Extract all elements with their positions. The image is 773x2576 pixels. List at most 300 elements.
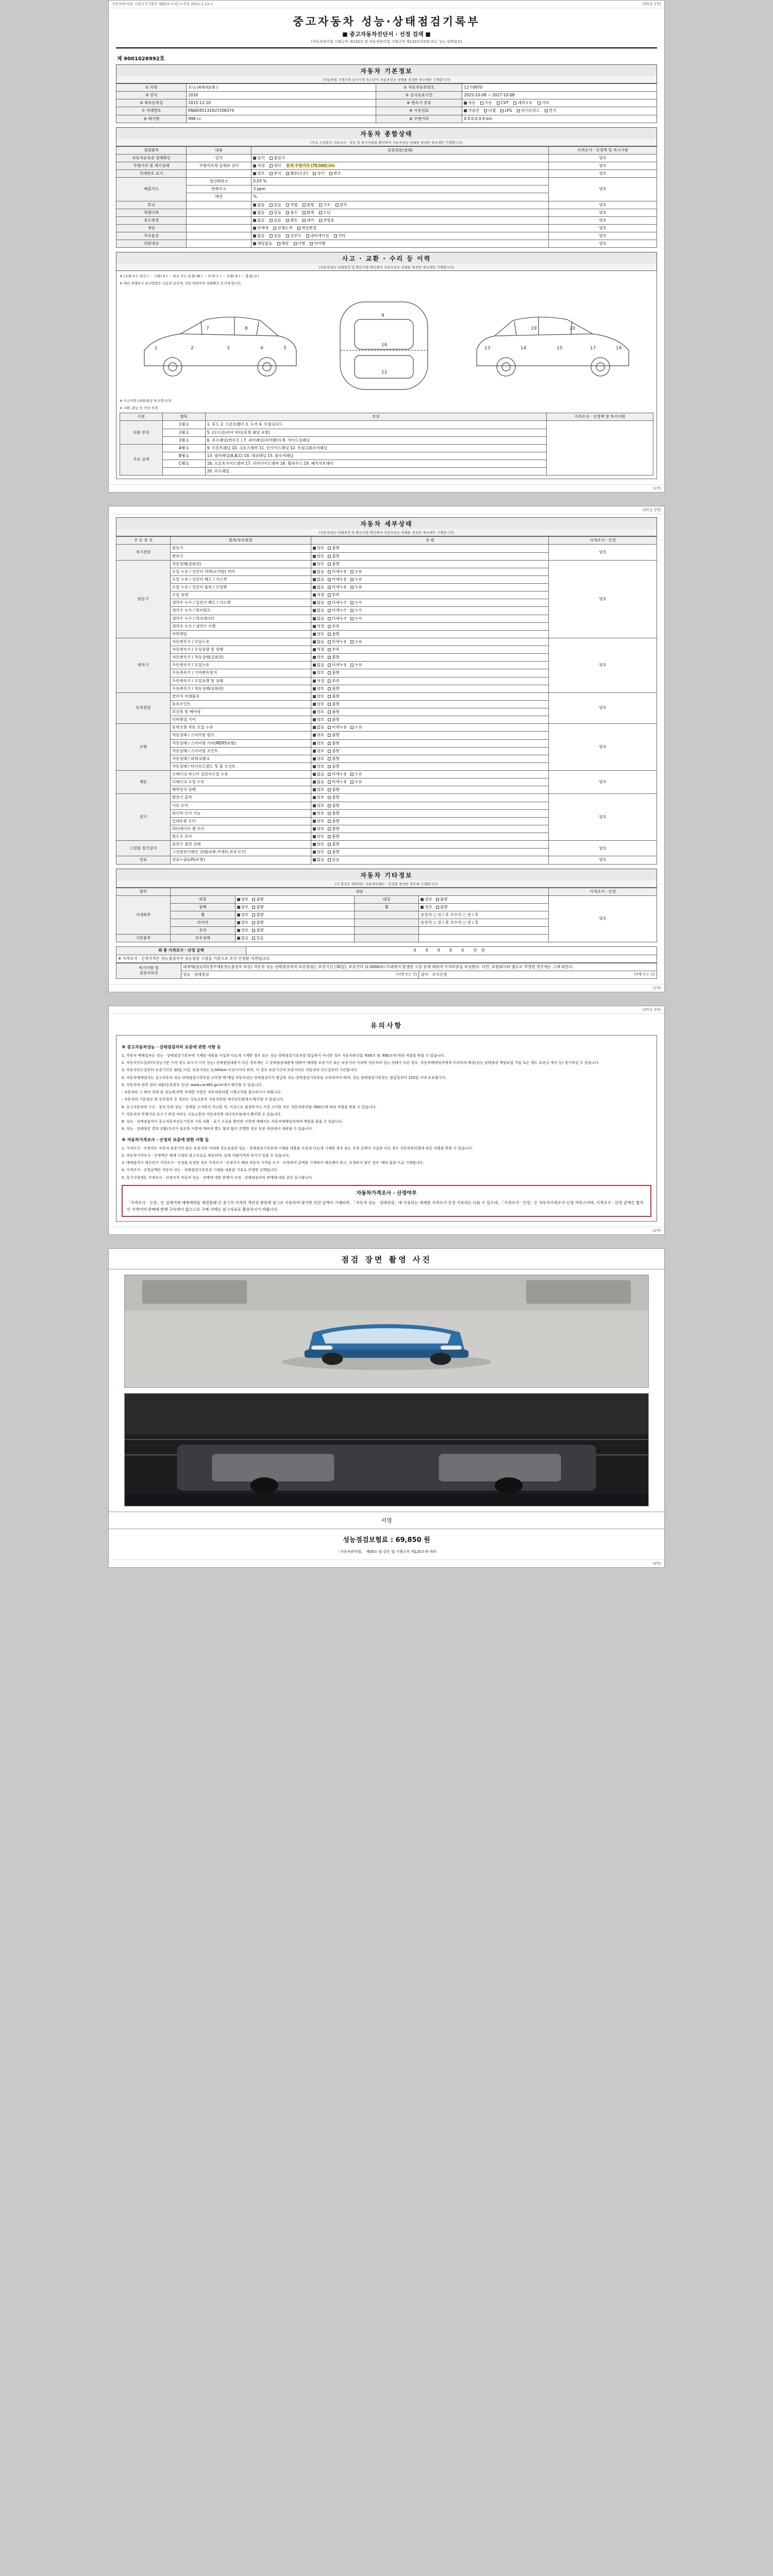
option-first[interactable]	[313, 600, 325, 605]
option-diesel[interactable]: 디젤	[484, 108, 496, 113]
option-option-yes[interactable]: 있음	[270, 233, 281, 239]
checkbox-icon[interactable]	[313, 664, 316, 667]
option-good[interactable]: 양호	[253, 171, 265, 176]
option-first[interactable]	[313, 749, 325, 754]
option-first[interactable]	[313, 569, 325, 574]
option-item[interactable]	[421, 897, 432, 902]
option-label: 불량	[256, 904, 264, 909]
checkbox-icon[interactable]	[350, 617, 354, 620]
option-excess[interactable]: 과다	[270, 163, 281, 168]
option-alt[interactable]	[328, 600, 347, 605]
option-different[interactable]: 상이	[313, 171, 325, 176]
option-recall-done[interactable]: 이행	[294, 241, 306, 246]
row-options	[251, 240, 549, 248]
option-first[interactable]	[313, 679, 325, 684]
checkbox-icon[interactable]	[313, 640, 316, 643]
option-item[interactable]	[436, 905, 448, 910]
option-first[interactable]	[313, 655, 325, 660]
checkbox-icon[interactable]	[313, 788, 316, 791]
option-color-full-repaint[interactable]: 전체도색	[273, 226, 292, 231]
option-tuning-structure[interactable]: 구조	[319, 202, 331, 208]
checkbox-icon[interactable]	[350, 586, 354, 589]
checkbox-icon[interactable]	[313, 680, 316, 683]
option-alt[interactable]	[328, 764, 340, 769]
checkbox-icon[interactable]	[313, 851, 316, 854]
option-first[interactable]	[313, 741, 325, 746]
option-sunroof[interactable]: 선루프	[286, 233, 301, 239]
option-lpg[interactable]: LPG	[500, 108, 512, 113]
row-options	[251, 224, 549, 232]
option-alt[interactable]	[328, 639, 347, 645]
section-overall-note: (주요 구성품의 기록조사 · 성능 및 평가사항을 확인하여 자동차성능·상태를 점검한 경우에만 기재합니다)	[116, 139, 657, 146]
checkbox-icon[interactable]	[350, 726, 354, 729]
option-gasoline[interactable]: 가솔린	[464, 108, 479, 113]
option-alt[interactable]	[328, 562, 340, 567]
part-list[interactable]: 1. 후드 2. 프론트휀더 3. 도어 4. 트렁크리드	[205, 421, 546, 429]
checkbox-icon[interactable]	[252, 898, 255, 901]
checkbox-icon[interactable]	[313, 843, 316, 846]
option-alt[interactable]	[350, 772, 362, 777]
option-alt[interactable]	[328, 803, 340, 808]
option-alt[interactable]	[328, 694, 340, 699]
detail-group-note: 양호	[549, 771, 657, 794]
checkbox-icon[interactable]	[313, 710, 316, 714]
checkbox-icon[interactable]	[313, 563, 316, 566]
option-first[interactable]	[313, 554, 325, 559]
option-alt[interactable]	[328, 826, 340, 832]
checkbox-icon[interactable]	[328, 586, 331, 589]
option-first[interactable]	[313, 663, 325, 668]
option-alt[interactable]	[328, 741, 340, 746]
option-first[interactable]	[313, 608, 325, 613]
option-usechange-yes[interactable]: 있음	[270, 218, 281, 223]
checkbox-icon[interactable]	[328, 703, 331, 706]
checkbox-icon[interactable]	[328, 594, 331, 597]
option-first[interactable]	[313, 624, 325, 629]
checkbox-icon[interactable]	[252, 929, 255, 932]
checkbox-icon[interactable]	[328, 680, 331, 683]
option-alt[interactable]	[328, 749, 340, 754]
option-first[interactable]	[313, 585, 325, 590]
option-theft[interactable]: 도난	[319, 210, 331, 215]
part-rank: A랭크	[162, 444, 205, 452]
checkbox-icon[interactable]	[313, 547, 316, 550]
option-recall-na[interactable]: 해당없음	[253, 241, 272, 246]
checkbox-icon[interactable]	[313, 804, 316, 807]
checkbox-icon[interactable]	[350, 773, 354, 776]
option-label: 없음	[316, 577, 325, 582]
option-alt[interactable]	[328, 616, 347, 621]
checkbox-icon[interactable]	[350, 664, 354, 667]
option-first[interactable]	[313, 842, 325, 847]
option-first[interactable]	[313, 795, 325, 800]
option-mismatch[interactable]: 불일치	[270, 156, 285, 161]
checkbox-icon[interactable]	[313, 695, 316, 698]
option-alt[interactable]	[328, 725, 347, 730]
checkbox-icon[interactable]	[328, 633, 331, 636]
option-item[interactable]	[237, 920, 249, 925]
option-first[interactable]	[313, 850, 325, 855]
col-header: 주 요 장 치	[116, 537, 171, 545]
part-list[interactable]: 6. 루프패널(썬루프 ) 7. 쿼터패널(리어휀더) 8. 사이드실패널	[205, 436, 546, 444]
option-alt[interactable]	[350, 585, 362, 590]
option-first[interactable]	[313, 811, 325, 816]
svg-text:7: 7	[206, 326, 209, 331]
option-alt[interactable]	[328, 592, 340, 598]
option-alt[interactable]	[328, 733, 340, 738]
option-first[interactable]	[313, 717, 325, 722]
checkbox-icon[interactable]	[313, 726, 316, 729]
option-first[interactable]	[313, 709, 325, 715]
option-special-yes[interactable]: 있음	[270, 210, 281, 215]
checkbox-icon[interactable]	[328, 742, 331, 745]
part-list[interactable]: 13. 필러패널(A,B,C) 14. 대쉬패널 15. 플로어패널	[205, 452, 546, 460]
option-etc[interactable]: 기타	[334, 233, 346, 239]
option-alt[interactable]	[328, 772, 347, 777]
checkbox-icon[interactable]	[328, 835, 331, 838]
checkbox-icon[interactable]	[313, 773, 316, 776]
checkbox-icon[interactable]	[313, 742, 316, 745]
checkbox-icon[interactable]	[328, 695, 331, 698]
checkbox-icon[interactable]	[350, 578, 354, 581]
option-first[interactable]	[313, 686, 325, 691]
option-recall-not-done[interactable]: 미이행	[310, 241, 325, 246]
checkbox-icon[interactable]	[313, 765, 316, 768]
option-first[interactable]	[313, 577, 325, 582]
option-hybrid[interactable]: 하이브리드	[517, 108, 540, 113]
option-alt[interactable]	[328, 709, 340, 715]
checkbox-icon[interactable]	[313, 718, 316, 721]
checkbox-icon[interactable]	[328, 648, 331, 651]
option-alt[interactable]	[328, 663, 347, 668]
checkbox-icon[interactable]	[436, 898, 439, 901]
checkbox-icon[interactable]	[328, 726, 331, 729]
option-corrosion[interactable]: 부식	[270, 171, 281, 176]
option-label: 불량	[256, 928, 264, 933]
option-alt[interactable]	[328, 546, 340, 551]
part-list[interactable]: 16. 프론트사이드멤버 17. 리어사이드멤버 18. 휠하우스 19. 패키지트레이	[205, 460, 546, 468]
option-alt[interactable]	[328, 679, 340, 684]
option-label: 양호	[316, 795, 325, 800]
option-alt[interactable]	[328, 779, 347, 785]
option-first[interactable]	[313, 857, 325, 862]
option-alt[interactable]	[350, 600, 362, 605]
option-alt[interactable]	[328, 632, 340, 637]
checkbox-icon[interactable]	[313, 687, 316, 690]
checkbox-icon[interactable]	[313, 625, 316, 628]
car-diagram[interactable]	[120, 289, 653, 397]
checkbox-icon[interactable]	[328, 710, 331, 714]
checkbox-icon[interactable]	[328, 851, 331, 854]
option-alt[interactable]	[328, 647, 340, 652]
option-alt[interactable]	[328, 655, 340, 660]
checkbox-icon[interactable]	[237, 937, 240, 940]
checkbox-icon[interactable]	[328, 781, 331, 784]
option-item[interactable]	[237, 936, 249, 941]
option-alt[interactable]	[350, 639, 362, 645]
option-first[interactable]	[313, 562, 325, 567]
option-first[interactable]	[313, 632, 325, 637]
checkbox-icon[interactable]	[328, 578, 331, 581]
option-first[interactable]	[313, 616, 325, 621]
option-alt[interactable]	[328, 834, 340, 839]
option-first[interactable]	[313, 694, 325, 699]
option-alt[interactable]	[350, 779, 362, 785]
checkbox-icon[interactable]	[313, 827, 316, 831]
option-alt[interactable]	[350, 608, 362, 613]
checkbox-icon[interactable]	[328, 601, 331, 604]
option-alt[interactable]	[328, 819, 340, 824]
checkbox-icon[interactable]	[313, 578, 316, 581]
checkbox-icon[interactable]	[252, 906, 255, 909]
option-flood[interactable]: 침수	[286, 210, 298, 215]
option-lease[interactable]: 대여	[303, 218, 314, 223]
checkbox-icon[interactable]	[313, 555, 316, 558]
part-list[interactable]: 9. 프론트패널 10. 크로스멤버 11. 인사이드패널 12. 트렁크플로어패널	[205, 444, 546, 452]
checkbox-icon[interactable]	[328, 609, 331, 612]
option-altered[interactable]: 변조	[329, 171, 341, 176]
option-alt[interactable]	[328, 577, 347, 582]
option-business[interactable]: 영업용	[319, 218, 334, 223]
option-navigation[interactable]: 내비게이션	[306, 233, 329, 239]
checkbox-icon[interactable]	[328, 796, 331, 799]
option-alt[interactable]	[328, 569, 347, 574]
checkbox-icon[interactable]	[313, 633, 316, 636]
checkbox-icon[interactable]	[313, 609, 316, 612]
checkbox-icon[interactable]	[237, 921, 240, 924]
option-first[interactable]	[313, 819, 325, 824]
checkbox-icon[interactable]	[328, 555, 331, 558]
option-first[interactable]	[313, 670, 325, 675]
checkbox-icon[interactable]	[328, 671, 331, 674]
checkbox-icon[interactable]	[328, 718, 331, 721]
table-row	[116, 99, 657, 107]
option-item[interactable]	[237, 912, 249, 918]
part-list[interactable]: 20. 루프레일	[205, 468, 546, 476]
option-first[interactable]	[313, 772, 325, 777]
checkbox-icon[interactable]	[328, 804, 331, 807]
option-item[interactable]	[252, 936, 264, 941]
checkbox-icon[interactable]	[328, 625, 331, 628]
signature-note-2[interactable]: (서명 또는 인)	[634, 972, 655, 976]
option-item[interactable]	[252, 905, 264, 910]
checkbox-icon[interactable]	[328, 788, 331, 791]
final-price-value[interactable]: 0 0 0 0 0 만원	[246, 947, 657, 955]
checkbox-icon[interactable]	[328, 843, 331, 846]
table-header-row	[116, 888, 657, 895]
checkbox-icon[interactable]	[313, 671, 316, 674]
option-first[interactable]	[313, 787, 325, 792]
checkbox-icon[interactable]	[313, 796, 316, 799]
option-alt[interactable]	[328, 608, 347, 613]
option-usechange-none[interactable]: 없음	[253, 218, 265, 223]
checkbox-icon[interactable]	[252, 921, 255, 924]
option-alt[interactable]	[328, 857, 340, 862]
option-trans-etc[interactable]: 기타	[537, 100, 549, 106]
option-item[interactable]	[421, 905, 432, 910]
checkbox-icon[interactable]	[328, 812, 331, 815]
option-item[interactable]	[252, 920, 264, 925]
option-electric[interactable]: 전기	[545, 108, 557, 113]
option-rent[interactable]: 렌트	[286, 218, 298, 223]
option-match[interactable]: 일치	[253, 156, 265, 161]
option-alt[interactable]	[328, 686, 340, 691]
checkbox-icon[interactable]	[328, 664, 331, 667]
checkbox-icon[interactable]	[328, 734, 331, 737]
option-first[interactable]	[313, 834, 325, 839]
page-title: 중고자동차 성능·상태점검기록부	[293, 15, 480, 28]
svg-text:18: 18	[616, 345, 622, 351]
option-first[interactable]	[313, 647, 325, 652]
option-item[interactable]	[237, 928, 249, 933]
option-alt[interactable]	[328, 756, 340, 761]
option-first[interactable]	[313, 779, 325, 785]
option-alt[interactable]	[328, 850, 340, 855]
detail-item-name: 클러치 어셈블리	[170, 692, 311, 700]
option-first[interactable]	[313, 803, 325, 808]
option-item[interactable]	[237, 905, 249, 910]
checkbox-icon[interactable]	[313, 586, 316, 589]
option-alt[interactable]	[350, 616, 362, 621]
option-special-none[interactable]: 없음	[253, 210, 265, 215]
checkbox-icon[interactable]	[328, 563, 331, 566]
option-color-changed[interactable]: 색상변경	[297, 226, 316, 231]
option-option-none[interactable]: 없음	[253, 233, 265, 239]
checkbox-icon[interactable]	[328, 570, 331, 573]
option-alt[interactable]	[328, 670, 340, 675]
option-item[interactable]	[436, 897, 448, 902]
checkbox-icon[interactable]	[328, 547, 331, 550]
option-first[interactable]	[313, 756, 325, 761]
checkbox-icon[interactable]	[313, 703, 316, 706]
option-first[interactable]	[313, 639, 325, 645]
checkbox-icon[interactable]	[350, 609, 354, 612]
detail-item-name: 수동변속기 / 기어변속장치	[170, 669, 311, 677]
inspection-photo-2[interactable]	[124, 1393, 649, 1506]
option-alt[interactable]	[350, 663, 362, 668]
checkbox-icon[interactable]	[313, 656, 316, 659]
option-alt[interactable]	[328, 811, 340, 816]
option-proper[interactable]: 적정	[253, 163, 265, 168]
checkbox-icon[interactable]	[313, 648, 316, 651]
checkbox-icon[interactable]	[313, 812, 316, 815]
option-alt[interactable]	[328, 702, 340, 707]
option-alt[interactable]	[328, 717, 340, 722]
checkbox-icon[interactable]	[328, 617, 331, 620]
option-item[interactable]	[237, 897, 249, 902]
option-tuning-none[interactable]: 없음	[253, 202, 265, 208]
checkbox-icon[interactable]	[328, 827, 331, 831]
checkbox-icon[interactable]	[350, 640, 354, 643]
option-first[interactable]	[313, 725, 325, 730]
option-alt[interactable]	[328, 795, 340, 800]
option-alt[interactable]	[328, 585, 347, 590]
checkbox-icon[interactable]	[313, 594, 316, 597]
option-color-original[interactable]: 무채색	[253, 226, 268, 231]
inspection-photo-1[interactable]	[124, 1275, 649, 1388]
checkbox-icon[interactable]	[350, 570, 354, 573]
checkbox-icon[interactable]	[328, 656, 331, 659]
checkbox-icon[interactable]	[328, 640, 331, 643]
checkbox-icon[interactable]	[436, 906, 439, 909]
signature-note-1[interactable]: (서명 또는 인)	[396, 972, 417, 976]
checkbox-icon[interactable]	[313, 757, 316, 760]
option-first[interactable]	[313, 826, 325, 832]
option-tuning-yes[interactable]: 있음	[270, 202, 281, 208]
option-auto[interactable]: 자동	[464, 100, 476, 106]
checkbox-icon[interactable]	[237, 898, 240, 901]
option-first[interactable]	[313, 592, 325, 598]
checkbox-icon[interactable]	[313, 835, 316, 838]
option-item[interactable]	[252, 912, 264, 918]
option-item[interactable]	[252, 928, 264, 933]
option-manual[interactable]: 수동	[480, 100, 492, 106]
option-alt[interactable]	[350, 577, 362, 582]
option-first[interactable]	[313, 546, 325, 551]
option-tuning-legal[interactable]: 적법	[286, 202, 298, 208]
checkbox-icon[interactable]	[328, 750, 331, 753]
option-label: 적정	[316, 678, 325, 683]
checkbox-icon[interactable]	[313, 858, 316, 861]
option-first[interactable]	[313, 702, 325, 707]
inspection-insurance-fee: 성능점검보험료 : 69,850 원	[109, 1529, 664, 1547]
signature-section[interactable]	[109, 1512, 664, 1529]
checkbox-icon[interactable]	[313, 820, 316, 823]
checkbox-icon[interactable]	[421, 898, 424, 901]
option-semiauto[interactable]: 세미오토	[513, 100, 532, 106]
option-label: 누유	[355, 639, 362, 644]
checkbox-icon[interactable]	[252, 937, 255, 940]
checkbox-icon[interactable]	[313, 750, 316, 753]
checkbox-icon[interactable]	[328, 687, 331, 690]
checkbox-icon[interactable]	[313, 570, 316, 573]
option-tuning-illegal[interactable]: 불법	[303, 202, 314, 208]
option-alt[interactable]	[328, 787, 340, 792]
option-fire[interactable]: 화재	[303, 210, 314, 215]
checkbox-icon[interactable]	[252, 913, 255, 917]
checkbox-icon[interactable]	[328, 858, 331, 861]
option-damage[interactable]: 훼손(오손)	[286, 171, 308, 176]
checkbox-icon[interactable]	[237, 929, 240, 932]
checkbox-icon[interactable]	[350, 781, 354, 784]
option-alt[interactable]	[328, 842, 340, 847]
option-alt[interactable]	[328, 554, 340, 559]
checkbox-icon[interactable]	[328, 765, 331, 768]
checkbox-icon[interactable]	[328, 820, 331, 823]
checkbox-icon[interactable]	[313, 781, 316, 784]
checkbox-icon[interactable]	[421, 906, 424, 909]
option-alt[interactable]	[350, 569, 362, 574]
option-alt[interactable]	[350, 725, 362, 730]
option-recall-yes[interactable]: 해당	[277, 241, 289, 246]
option-item[interactable]	[252, 897, 264, 902]
checkbox-icon[interactable]	[313, 601, 316, 604]
option-alt[interactable]	[328, 624, 340, 629]
checkbox-icon[interactable]	[328, 773, 331, 776]
checkbox-icon[interactable]	[313, 617, 316, 620]
checkbox-icon[interactable]	[237, 913, 240, 917]
checkbox-icon[interactable]	[313, 734, 316, 737]
part-list[interactable]: 5. (오디션)리어 바디(후방 패널 포함)	[205, 429, 546, 436]
option-cvt[interactable]: CVT	[497, 100, 509, 106]
option-first[interactable]	[313, 733, 325, 738]
option-first[interactable]	[313, 764, 325, 769]
checkbox-icon[interactable]	[350, 601, 354, 604]
checkbox-icon[interactable]	[237, 906, 240, 909]
option-tuning-device[interactable]: 장치	[335, 202, 347, 208]
checkbox-icon[interactable]	[328, 757, 331, 760]
row-item: 일산화탄소	[187, 178, 251, 185]
